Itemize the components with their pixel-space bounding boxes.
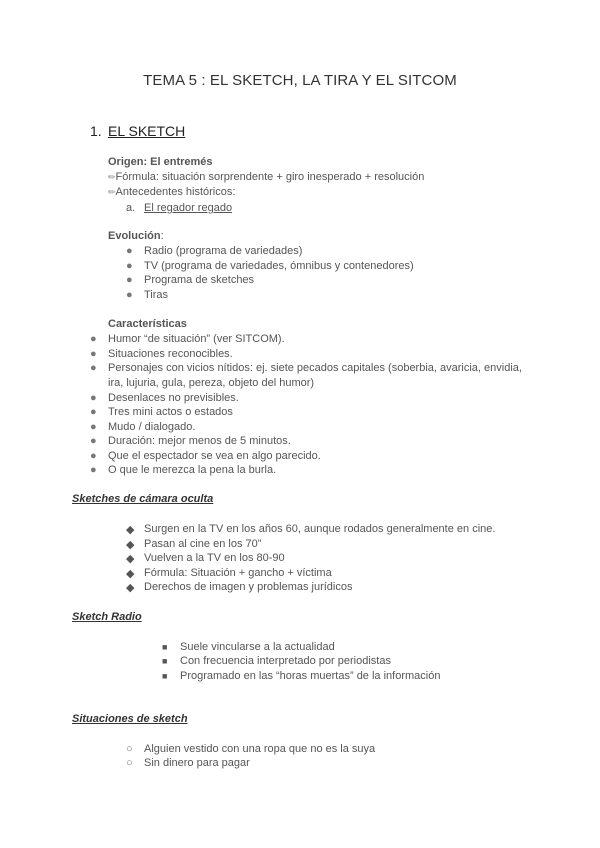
bullet-icon: ● xyxy=(126,274,133,286)
section-title: EL SKETCH xyxy=(108,123,186,139)
bullet-icon: ● xyxy=(90,348,97,360)
list-item: ✏Fórmula: situación sorprendente + giro inesperado + resolución xyxy=(108,171,425,183)
list-item: ✏Antecedentes históricos: xyxy=(108,186,236,198)
square-bullet-icon: ■ xyxy=(162,642,168,652)
diamond-bullet-icon: ◆ xyxy=(126,582,135,594)
list-item: a. El regador regado xyxy=(126,202,233,214)
circle-bullet-icon: ○ xyxy=(126,743,133,755)
caracteristicas-label: Características xyxy=(108,318,187,330)
origen-label: Origen: El entremés xyxy=(108,156,213,168)
diamond-bullet-icon: ◆ xyxy=(126,553,135,565)
diamond-bullet-icon: ◆ xyxy=(126,539,135,551)
sketch-radio-heading: Sketch Radio xyxy=(72,611,142,623)
section-number: 1. xyxy=(90,123,102,139)
square-bullet-icon: ■ xyxy=(162,656,168,666)
bullet-icon: ● xyxy=(90,333,97,345)
section-heading-el-sketch xyxy=(0,123,600,141)
bullet-icon: ● xyxy=(90,421,97,433)
situaciones-heading: Situaciones de sketch xyxy=(72,713,188,725)
square-bullet-icon: ■ xyxy=(162,671,168,681)
evolucion-label: Evolución: xyxy=(108,230,164,242)
bullet-icon: ● xyxy=(90,406,97,418)
document-title: TEMA 5 : EL SKETCH, LA TIRA Y EL SITCOM xyxy=(143,72,457,89)
pencil-icon: ✏ xyxy=(108,172,116,182)
bullet-icon: ● xyxy=(126,289,133,301)
circle-bullet-icon: ○ xyxy=(126,757,133,769)
diamond-bullet-icon: ◆ xyxy=(126,524,135,536)
list-item-continuation: ira, lujuria, gula, pereza, objeto del humor) xyxy=(108,377,315,389)
diamond-bullet-icon: ◆ xyxy=(126,568,135,580)
link-text: El regador regado xyxy=(144,202,233,214)
bullet-icon: ● xyxy=(90,464,97,476)
bullet-icon: ● xyxy=(90,362,97,374)
camara-oculta-heading: Sketches de cámara oculta xyxy=(72,493,214,505)
bullet-icon: ● xyxy=(126,245,133,257)
bullet-icon: ● xyxy=(126,260,133,272)
bullet-icon: ● xyxy=(90,450,97,462)
bullet-icon: ● xyxy=(90,435,97,447)
pencil-icon: ✏ xyxy=(108,187,116,197)
bullet-icon: ● xyxy=(90,392,97,404)
